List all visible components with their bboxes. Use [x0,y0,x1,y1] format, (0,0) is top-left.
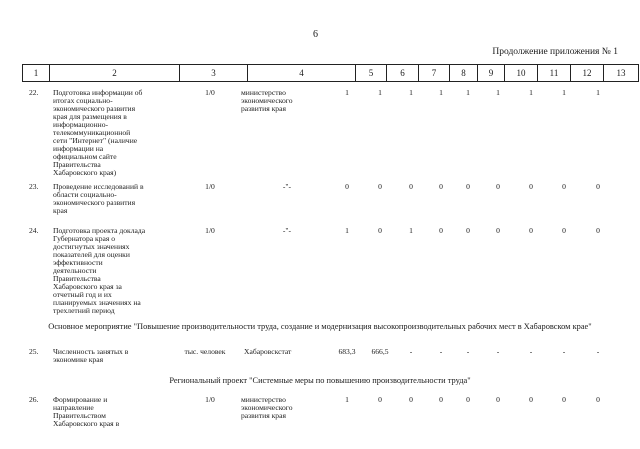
value-cell: - [409,347,413,356]
value-cell: 1 [562,88,566,97]
value-cell: 0 [439,226,443,235]
row-number: 26. [29,395,39,404]
value-cell: 0 [378,226,382,235]
value-cell: 1 [378,88,382,97]
column-header: 9 [478,65,505,82]
column-header: 1 [23,65,50,82]
value-cell: - [596,347,600,356]
source-cell: министерство экономического развития края [241,88,293,113]
column-header: 12 [571,65,604,82]
value-cell: 1 [409,88,413,97]
value-cell: 0 [596,226,600,235]
value-cell: 0 [596,395,600,404]
value-cell: 0 [562,182,566,191]
column-header: 8 [450,65,478,82]
indicator-name: Подготовка информации об итогах социально- экономического развития края для размещения в информационно- телекоммуникационной сети "Интернет" (наличие информации на официальном сайте Правительства Хабаровского края) [53,88,143,177]
value-cell: 666,5 [371,347,389,356]
value-cell: 0 [466,226,470,235]
row-number: 22. [29,88,39,97]
source-cell: министерство экономического развития края [241,395,293,420]
column-header: 3 [180,65,248,82]
indicator-name: Формирование и направление Правительством Хабаровского края в [53,395,120,428]
indicator-name: Подготовка проекта доклада Губернатора края о достигнутых значениях показателей для оценки эффективности деятельности Правительства Хабаровского края за отчетный год и их планируемых значениях на трехлетний период [53,226,146,315]
value-cell: 0 [439,182,443,191]
column-header: 7 [419,65,450,82]
row-number: 24. [29,226,39,235]
value-cell: 1 [496,88,500,97]
row-number: 23. [29,182,39,191]
column-header: 10 [505,65,538,82]
value-cell: - [439,347,443,356]
value-cell: 1 [345,88,349,97]
value-cell: - [562,347,566,356]
value-cell: 1 [529,88,533,97]
value-cell: - [529,347,533,356]
column-header: 13 [604,65,639,82]
unit-cell: 1/0 [205,88,215,97]
indicator-name: Проведение исследований в области социально- экономического развития края [53,182,144,215]
value-cell: 0 [496,395,500,404]
value-cell: 0 [562,226,566,235]
value-cell: 0 [496,182,500,191]
value-cell: 683,3 [338,347,356,356]
source-cell: -"- [282,182,292,191]
column-header: 5 [356,65,387,82]
continuation-label: Продолжение приложения № 1 [492,47,618,57]
section-heading: Основное мероприятие "Повышение производительности труда, создание и модернизация высокопроизводительных рабочих мест в Хабаровском крае" [48,322,592,331]
unit-cell: 1/0 [205,395,215,404]
column-number-header [22,64,639,82]
column-header: 2 [50,65,180,82]
value-cell: 0 [596,182,600,191]
value-cell: 1 [596,88,600,97]
indicator-name: Численность занятых в экономике края [53,347,129,364]
value-cell: - [466,347,470,356]
value-cell: 0 [529,182,533,191]
value-cell: 1 [345,395,349,404]
column-header: 11 [538,65,571,82]
value-cell: 0 [562,395,566,404]
unit-cell: 1/0 [205,182,215,191]
section-heading: Региональный проект "Системные меры по повышению производительности труда" [169,376,471,385]
value-cell: - [496,347,500,356]
value-cell: 1 [345,226,349,235]
value-cell: 0 [529,395,533,404]
value-cell: 0 [496,226,500,235]
row-number: 25. [29,347,39,356]
value-cell: 0 [529,226,533,235]
value-cell: 0 [378,182,382,191]
value-cell: 0 [345,182,349,191]
value-cell: 0 [466,395,470,404]
unit-cell: 1/0 [205,226,215,235]
page-number: 6 [313,29,318,40]
value-cell: 1 [466,88,470,97]
value-cell: 1 [409,226,413,235]
value-cell: 0 [378,395,382,404]
value-cell: 0 [409,182,413,191]
column-header: 6 [387,65,419,82]
column-header: 4 [248,65,356,82]
value-cell: 0 [409,395,413,404]
value-cell: 0 [466,182,470,191]
value-cell: 1 [439,88,443,97]
unit-cell: тыс. человек [184,347,226,356]
source-cell: Хабаровскстат [244,347,292,356]
source-cell: -"- [282,226,292,235]
value-cell: 0 [439,395,443,404]
